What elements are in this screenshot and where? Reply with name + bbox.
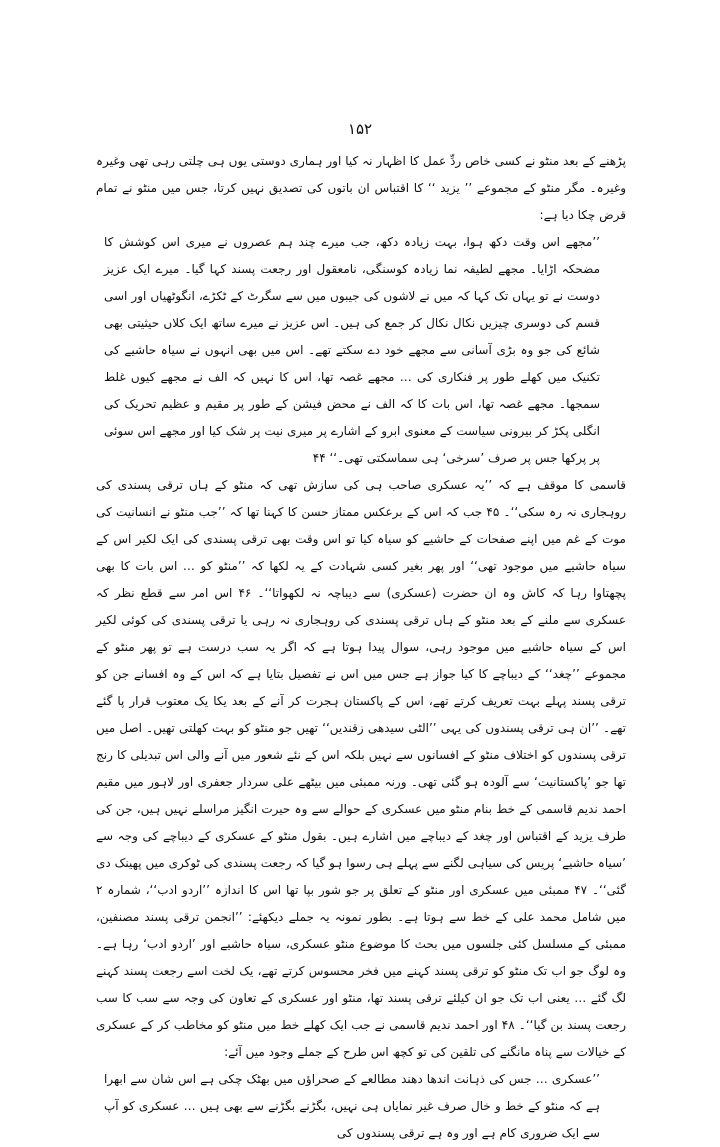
intro-paragraph: پڑھنے کے بعد منٹو نے کسی خاص ردِّ عمل کا اظہار نہ کیا اور ہماری دوستی یوں ہی چلتی رہی تھی وغیرہ وغیرہ۔ مگر منٹو کے مجموعے ’’ یزید ‘‘ کا اقتباس ان باتوں کی تصدیق نہیں کرتا، جس میں منٹو نے تمام قرض چکا دیا ہے:	[96, 154, 626, 222]
block-quote-yazid: ’’مجھے اس وقت دکھ ہوا، بہت زیادہ دکھ، جب میرے چند ہم عصروں نے میری اس کوشش کا مضحکہ اڑایا۔ مجھے لطیفہ نما زیادہ کوسنگی، نامعقول اور رجعت پسند کہا گیا۔ میرے ایک عزیز دوست نے تو یہاں تک کہا کہ میں نے لاشوں کی جیبوں میں سے سگرٹ کے ٹکڑے، انگوٹھیاں اور اسی قسم کی دوسری چیزیں نکال نکال کر جمع کی ہیں۔ اس عزیز نے میرے ساتھ ایک کلاں حیثیتی بھی شائع کی جو وہ بڑی آسانی سے مجھے خود دے سکتے تھے۔ اس میں بھی انہوں نے سیاہ حاشیے کی تکنیک میں کھلے طور پر فنکاری کی … مجھے غصہ تھا، اس کا نہیں کہ الف نے مجھے کیوں غلط سمجھا۔ مجھے غصہ تھا، اس بات کا کہ الف نے محض فیشن کے طور پر مقیم و عظیم تحریک کی انگلی پکڑ کر بیرونی سیاست کے معنوی ابرو کے اشارے پر میری نیت پر شک کیا اور مجھے اس سوئی پر پرکھا جس پر صرف ’سرخی‘ ہی سماسکتی تھی۔‘‘ ۴۴	[104, 235, 600, 465]
main-paragraph: قاسمی کا موقف ہے کہ ’’یہ عسکری صاحب ہی کی سازش تھی کہ منٹو کے ہاں ترقی پسندی کی روہجاری نہ رہ سکی‘‘۔ ۴۵ جب کہ اس کے برعکس ممتاز حسن کا کہنا تھا کہ ’’جب منٹو نے انسانیت کی موت کے غم میں اپنے صفحات کے حاشیے کو سیاہ کیا تو اس وقت بھی ترقی پسندی کی ایک لکیر اس کے سیاہ حاشیے میں موجود تھی‘‘ اور پھر بغیر کسی شہادت کے یہ لکھا کہ ’’منٹو کو … اس بات کا بھی پچھتاوا رہا کہ کاش وہ ان حضرت (عسکری) سے دیباچہ نہ لکھواتا‘‘۔ ۴۶ اس امر سے قطع نظر کہ عسکری سے ملنے کے بعد منٹو کے ہاں ترقی پسندی کی روہجاری نہ رہی یا ترقی پسندی کی کوئی لکیر اس کے سیاہ حاشیے میں موجود رہی، سوال پیدا ہوتا ہے کہ اگر یہ سب درست ہے تو پھر منٹو کے مجموعے ’’چغد‘‘ کے دیباچے کا کیا جواز ہے جس میں اس نے تفصیل بتایا ہے کہ اس کے وہ افسانے جن کو ترقی پسند پہلے بہت تعریف کرتے تھے، اس کے پاکستان ہجرت کر آنے کے بعد یکا یک معتوب قرار پا گئے تھے۔ ’’ان ہی ترقی پسندوں کی یہی ’’الٹی سیدھی زقندیں‘‘ تھیں جو منٹو کو بہت کھلتی تھیں۔ اصل میں ترقی پسندوں کو اختلاف منٹو کے افسانوں سے نہیں بلکہ اس کے نئے شعور میں آنے والی اس تبدیلی کا رنج تھا جو ’پاکستانیت‘ سے آلودہ ہو گئی تھی۔ ورنہ ممبئی میں بیٹھے علی سردار جعفری اور لاہور میں مقیم احمد ندیم قاسمی کے خط بنام منٹو میں عسکری کے حوالے سے وہ حیرت انگیز مراسلے نہیں ہیں، جن کی طرف یزید کے اقتباس اور چغد کے دیباچے میں اشارے ہیں۔ بقول منٹو کے عسکری کے دیباچے کی وجہ سے ’سیاہ حاشیے‘ پریس کی سیاہی لگنے سے پہلے ہی رسوا ہو گیا کہ رجعت پسندی کی ٹوکری میں پھینک دی گئی‘‘۔ ۴۷ ممبئی میں عسکری اور منٹو کے تعلق پر جو شور بپا تھا اس کا اندازہ ’’اردو ادب‘‘، شمارہ ۲ میں شامل محمد علی کے خط سے ہوتا ہے۔ بطور نمونہ یہ جملے دیکھئے: ’’انجمن ترقی پسند مصنفین، ممبئی کے مسلسل کئی جلسوں میں بحث کا موضوع منٹو عسکری، سیاہ حاشیے اور ’اردو ادب‘ رہا ہے۔ وہ لوگ جو اب تک منٹو کو ترقی پسند کہنے میں فخر محسوس کرتے تھے، یک لخت اسے رجعت پسند کہنے لگ گئے … یعنی اب تک جو ان کیلئے ترقی پسند تھا، منٹو اور عسکری کے تعاون کی وجہ سے سب کا سب رجعت پسند بن گیا‘‘۔ ۴۸ اور احمد ندیم قاسمی نے جب ایک کھلے خط میں منٹو کو مخاطب کر کے عسکری کے خیالات سے پناہ مانگنے کی تلقین کی تو کچھ اس طرح کے جملے وجود میں آئے:	[96, 478, 627, 1059]
block-quote-qasmi: ’’عسکری … جس کی ذہانت اندھا دھند مطالعے کے صحراؤں میں بھٹک چکی ہے اس شان سے ابھرا ہے کہ منٹو کے خط و خال صرف غیر نمایاں ہی نہیں، بگڑنے بگڑنے سے بھی ہیں … عسکری کو آپ سے ایک ضروری کام ہے اور وہ ہے ترقی پسندوں کی	[104, 1072, 600, 1140]
page-number: ۱۵۲	[347, 120, 373, 138]
page-body	[96, 148, 626, 1147]
